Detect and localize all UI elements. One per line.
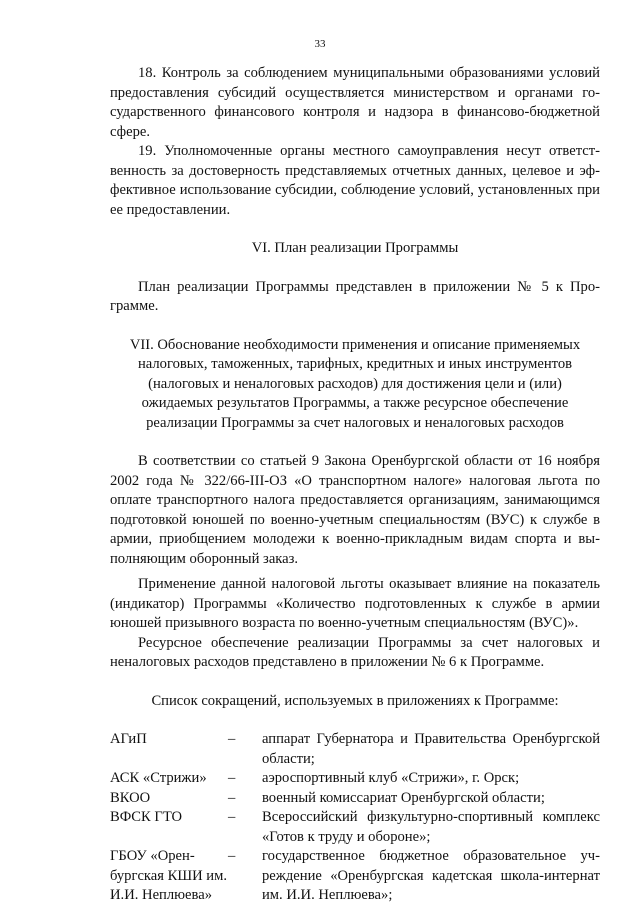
abbreviation-row <box>110 789 600 809</box>
section-6-heading: VI. План реализации Программы <box>251 240 459 256</box>
section-7-heading-line: ожидаемых результатов Программы, а также ресурсное обеспечение <box>141 395 569 411</box>
abbreviation-dash: – <box>228 770 236 786</box>
abbreviation-row <box>110 769 600 789</box>
abbreviation-dash: – <box>228 848 236 864</box>
paragraph-18: 18. Контроль за соблюдением муниципальными образованиями условий предоставления субсидий осуществляется министерством и органами государственного финансового контроля и надзора в финансово-бюджетной сфере. <box>110 65 600 140</box>
abbreviation-term: АГиП <box>110 731 147 747</box>
abbreviation-definition: государственное бюджетное образовательное учреждение «Оренбургская кадетская школа-интернат им. И.И. Неплюева»; <box>262 848 600 903</box>
section-7-heading-line: реализации Программы за счет налоговых и неналоговых расходов <box>146 414 564 431</box>
abbreviation-row <box>110 808 600 847</box>
abbreviation-dash: – <box>228 789 236 806</box>
abbreviations-list <box>110 730 600 906</box>
abbreviation-dash: – <box>228 731 236 747</box>
section-7-paragraph: Применение данной налоговой льготы оказывает влияние на показатель (индикатор) Программы «Количество подготовленных к службе в армии юношей призывного возраста по военно-учетным специальностям (ВУС)». <box>110 576 600 631</box>
abbreviation-row <box>110 847 600 906</box>
section-7-heading <box>110 336 600 434</box>
abbreviation-definition: аппарат Губернатора и Правительства Оренбургской области; <box>262 731 600 767</box>
paragraph-19: 19. Уполномоченные органы местного самоуправления несут ответственность за достоверность представляемых отчетных данных, целевое и эффективное использование субсидии, соблюдение условий, установленных при ее предоставлении. <box>110 143 600 218</box>
page-content <box>110 64 600 906</box>
abbreviation-definition: военный комиссариат Оренбургской области; <box>262 789 545 806</box>
abbreviation-term: АСК «Стрижи» <box>110 770 207 786</box>
abbreviation-term: ГБОУ «Оренбургская КШИ им. И.И. Неплюева» <box>110 848 227 903</box>
abbreviation-term: ВФСК ГТО <box>110 809 183 825</box>
section-7-heading-line: налоговых, таможенных, тарифных, кредитных и иных инструментов <box>137 356 573 372</box>
abbreviation-row <box>110 730 600 769</box>
section-6-text: План реализации Программы представлен в приложении № 5 к Программе. <box>110 278 600 314</box>
section-7-paragraph: В соответствии со статьей 9 Закона Оренбургской области от 16 ноября 2002 года № 322/66-III-ОЗ «О транспортном налоге» налоговая льгота по оплате транспортного налога предоставляется организациям, занимающимся подготовкой юношей по военно-учетным специальностям (ВУС) к службе в армии, приобщением молодежи к военно-прикладным видам спорта и выполняющим оборонный заказ. <box>110 453 600 567</box>
page-number: 33 <box>314 38 326 50</box>
abbreviations-heading: Список сокращений, используемых в приложениях к Программе: <box>151 692 559 709</box>
section-7-heading-line: VII. Обоснование необходимости применения и описание применяемых <box>129 336 581 353</box>
abbreviation-dash: – <box>228 809 236 825</box>
abbreviation-definition: Всероссийский физкультурно-спортивный комплекс «Готов к труду и обороне»; <box>262 809 600 845</box>
section-7-heading-line: (налоговых и неналоговых расходов) для достижения цели и (или) <box>148 375 562 392</box>
abbreviation-term: ВКОО <box>110 789 151 806</box>
abbreviation-definition: аэроспортивный клуб «Стрижи», г. Орск; <box>262 770 520 786</box>
section-7-paragraph: Ресурсное обеспечение реализации Программы за счет налоговых и неналоговых расходов представлено в приложении № 6 к Программе. <box>110 634 600 670</box>
